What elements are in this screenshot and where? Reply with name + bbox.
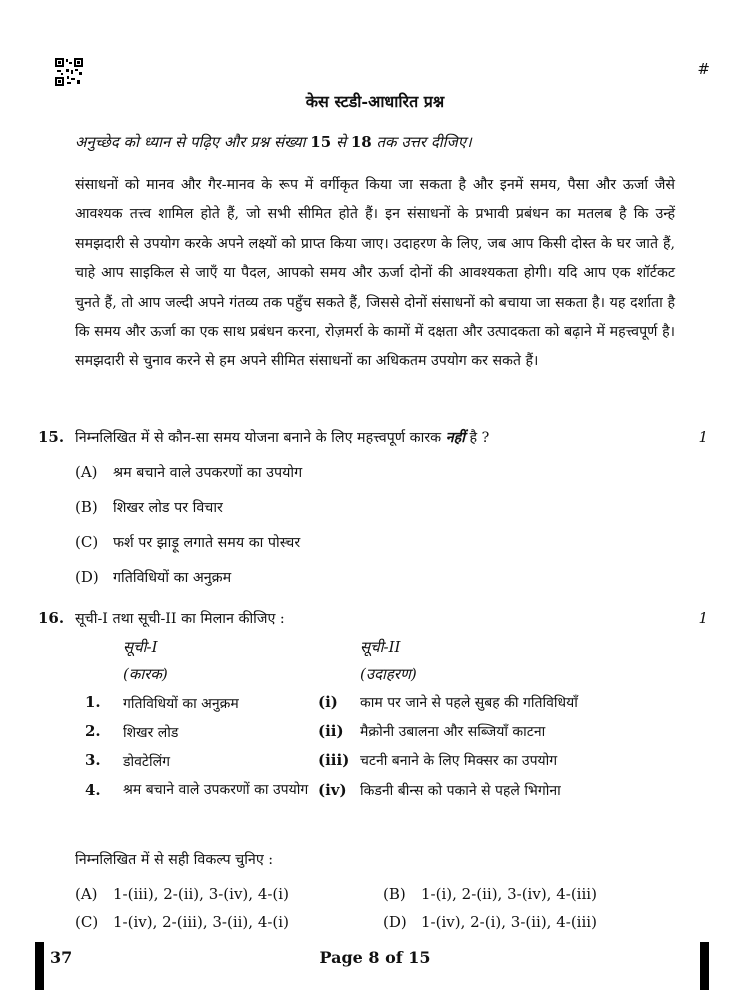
answer-text: 1-(iv), 2-(iii), 3-(ii), 4-(i) (113, 913, 289, 931)
option-text: फर्श पर झाड़ू लगाते समय का पोस्चर (113, 535, 301, 551)
list1-title: सूची-I (123, 638, 158, 656)
answer-label: (A) (75, 885, 98, 903)
option-text: गतिविधियों का अनुक्रम (113, 570, 232, 586)
case-study-passage: संसाधनों को मानव और गैर-मानव के रूप में वर्गीकृत किया जा सकता है और इनमें समय, पैसा और ऊर्जा जैसे आवश्यक तत्त्व शामिल होते हैं, जो सभी सीमित होते हैं। इन संसाधनों के प्रभावी प्रबंधन का मतलब है कि उन्हें समझदारी से उपयोग करके अपने लक्ष्यों को प्राप्त किया जाए। उदाहरण के लिए, जब आप किसी दोस्त के घर जाते हैं, चाहे आप साइकिल से जाएँ या पैदल, आपको समय और ऊर्जा दोनों की आवश्यकता होगी। यदि आप एक शॉर्टकट चुनते हैं, तो आप जल्दी अपने गंतव्य तक पहुँच सकते हैं, जिससे दोनों संसाधनों को बचाया जा सकता है। यह दर्शाता है कि समय और ऊर्जा का एक साथ प्रबंधन करना, रोज़मर्रा के कामों में दक्षता और उत्पादकता को बढ़ाने में महत्त्वपूर्ण है। समझदारी से चुनाव करने से हम अपने सीमित संसाधनों का अधिकतम उपयोग कर सकते हैं। (75, 177, 675, 370)
list1-subtitle: (कारक) (123, 665, 168, 683)
match-row-roman: (iii) (318, 751, 350, 769)
list2-title: सूची-II (360, 638, 401, 656)
option-label: (D) (75, 568, 99, 586)
option-label: (B) (75, 498, 98, 516)
question-marks: 1 (698, 428, 708, 446)
answer-label: (B) (383, 885, 406, 903)
answer-text: 1-(iii), 2-(ii), 3-(iv), 4-(i) (113, 885, 289, 903)
question-number: 16. (38, 609, 65, 627)
instruction: अनुच्छेद को ध्यान से पढ़िए और प्रश्न संख्या 15 से 18 तक उत्तर दीजिए। (75, 133, 472, 151)
answer-label: (C) (75, 913, 99, 931)
answer-text: 1-(i), 2-(ii), 3-(iv), 4-(iii) (421, 885, 597, 903)
option-text: श्रम बचाने वाले उपकरणों का उपयोग (113, 465, 303, 481)
match-row-roman: (ii) (318, 722, 344, 740)
match-row-number: 3. (85, 751, 101, 769)
option-text: शिखर लोड पर विचार (113, 500, 223, 516)
match-row-roman: (i) (318, 693, 338, 711)
choose-instruction: निम्नलिखित में से सही विकल्प चुनिए : (75, 852, 274, 868)
hash-mark: # (697, 60, 710, 78)
question-text: निम्नलिखित में से कौन-सा समय योजना बनाने के लिए महत्त्वपूर्ण कारक नहीं है ? (75, 430, 490, 446)
answer-text: 1-(iv), 2-(i), 3-(ii), 4-(iii) (421, 913, 597, 931)
match-row-item: गतिविधियों का अनुक्रम (123, 696, 239, 712)
match-row-example: मैक्रोनी उबालना और सब्जियाँ काटना (360, 724, 546, 740)
question-number: 15. (38, 428, 65, 446)
option-label: (C) (75, 533, 99, 551)
match-row-number: 1. (85, 693, 101, 711)
match-row-number: 4. (85, 781, 101, 799)
answer-label: (D) (383, 913, 407, 931)
match-row-number: 2. (85, 722, 101, 740)
match-row-item: श्रम बचाने वाले उपकरणों का उपयोग (123, 782, 309, 798)
qr-code (55, 58, 83, 86)
section-heading: केस स्टडी-आधारित प्रश्न (305, 92, 445, 111)
match-row-example: काम पर जाने से पहले सुबह की गतिविधियाँ (360, 695, 578, 711)
list2-subtitle: (उदाहरण) (360, 665, 417, 683)
match-row-roman: (iv) (318, 781, 347, 799)
match-row-example: किडनी बीन्स को पकाने से पहले भिगोना (360, 783, 561, 799)
question-text: सूची-I तथा सूची-II का मिलान कीजिए : (75, 611, 285, 627)
question-marks: 1 (698, 609, 708, 627)
page-number: Page 8 of 15 (319, 948, 431, 967)
paper-code: 37 (50, 948, 73, 967)
match-row-item: डोवटेलिंग (123, 754, 170, 770)
match-row-item: शिखर लोड (123, 725, 179, 741)
match-row-example: चटनी बनाने के लिए मिक्सर का उपयोग (360, 753, 558, 769)
option-label: (A) (75, 463, 98, 481)
